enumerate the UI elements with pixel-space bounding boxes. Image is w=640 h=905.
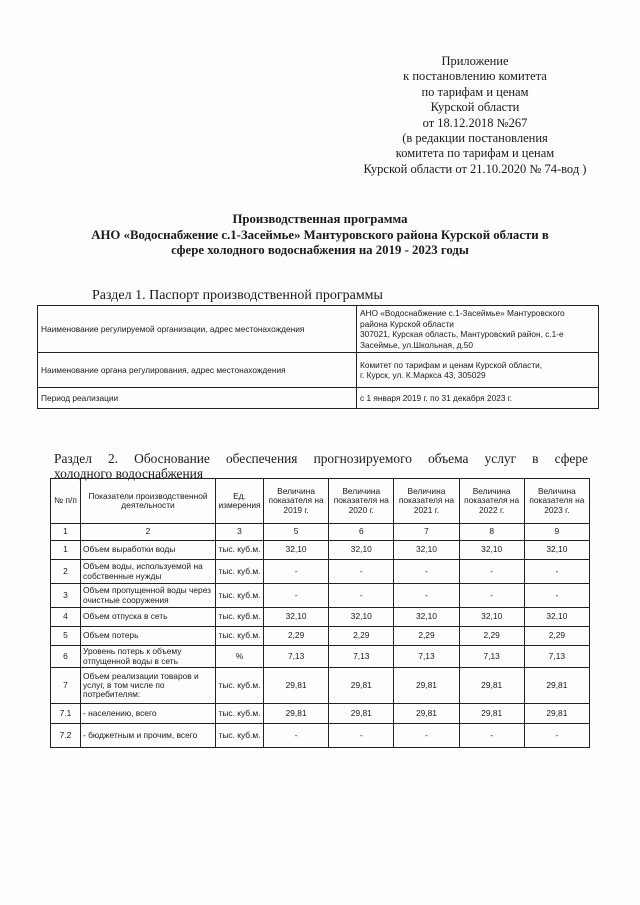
value-cell: - <box>264 584 329 608</box>
passport-value <box>357 353 599 388</box>
appendix-line: по тарифам и ценам <box>421 84 529 99</box>
value-cell: - <box>459 560 524 584</box>
row-number: 7 <box>51 668 81 704</box>
indicators-table <box>50 478 590 748</box>
row-number: 6 <box>51 646 81 668</box>
value-cell: - <box>329 584 394 608</box>
column-header: Величина показателя на 2020 г. <box>329 479 394 524</box>
value-cell: 29,81 <box>264 668 329 704</box>
value-cell: 2,29 <box>394 627 459 646</box>
appendix-block <box>340 54 610 177</box>
value-cell: 2,29 <box>524 627 589 646</box>
value-cell: 32,10 <box>394 608 459 627</box>
value-cell: 2,29 <box>329 627 394 646</box>
value-cell: 32,10 <box>329 608 394 627</box>
value-cell: 7,13 <box>264 646 329 668</box>
appendix-line: к постановлению комитета <box>403 69 547 84</box>
value-cell: 32,10 <box>394 541 459 560</box>
row-number: 3 <box>51 584 81 608</box>
value-cell: 29,81 <box>524 668 589 704</box>
appendix-line: от 18.12.2018 №267 <box>422 115 528 130</box>
appendix-line: комитета по тарифам и ценам <box>395 146 555 161</box>
table-row <box>38 306 599 353</box>
value-cell: 7,13 <box>524 646 589 668</box>
row-number: 7.2 <box>51 724 81 748</box>
table-row <box>51 541 590 560</box>
passport-table <box>37 305 599 409</box>
passport-value-line: АНО «Водоснабжение с.1-Засеймье» Мантуровского <box>360 308 565 318</box>
unit-cell: тыс. куб.м. <box>216 584 264 608</box>
value-cell: - <box>329 560 394 584</box>
column-header: Величина показателя на 2021 г. <box>394 479 459 524</box>
indicator-name: Объем пропущенной воды через очистные сооружения <box>81 584 216 608</box>
value-cell: 2,29 <box>459 627 524 646</box>
unit-cell: тыс. куб.м. <box>216 608 264 627</box>
passport-value-line: Засеймье, ул.Школьная, д.50 <box>360 339 473 350</box>
column-number: 1 <box>51 524 81 541</box>
column-number: 7 <box>394 524 459 541</box>
value-cell: 32,10 <box>264 541 329 560</box>
value-cell: - <box>524 560 589 584</box>
indicator-name: Объем выработки воды <box>81 541 216 560</box>
value-cell: 29,81 <box>329 668 394 704</box>
unit-cell: тыс. куб.м. <box>216 541 264 560</box>
value-cell: - <box>394 584 459 608</box>
value-cell: 29,81 <box>394 668 459 704</box>
section2-heading-cont: холодного водоснабжения <box>54 466 203 481</box>
passport-value <box>357 388 599 409</box>
table-row <box>38 353 599 388</box>
passport-label: Наименование органа регулирования, адрес местонахождения <box>38 353 357 388</box>
passport-value-line: Комитет по тарифам и ценам Курской области, <box>360 359 543 370</box>
value-cell: 32,10 <box>329 541 394 560</box>
section2-heading: Раздел 2. Обоснование обеспечения прогнозируемого объема услуг в сфере <box>54 451 588 466</box>
value-cell: - <box>394 560 459 584</box>
column-number: 2 <box>81 524 216 541</box>
column-header: Ед. измерения <box>216 479 264 524</box>
table-row <box>51 646 590 668</box>
value-cell: 29,81 <box>459 668 524 704</box>
value-cell: 7,13 <box>394 646 459 668</box>
column-number: 9 <box>524 524 589 541</box>
column-header: Величина показателя на 2022 г. <box>459 479 524 524</box>
table-row <box>51 608 590 627</box>
table-row <box>51 560 590 584</box>
value-cell: 29,81 <box>394 704 459 724</box>
value-cell: - <box>264 724 329 748</box>
unit-cell: тыс. куб.м. <box>216 668 264 704</box>
value-cell: - <box>524 584 589 608</box>
value-cell: - <box>459 584 524 608</box>
table-header-row <box>51 479 590 524</box>
column-number: 6 <box>329 524 394 541</box>
column-number: 3 <box>216 524 264 541</box>
value-cell: 2,29 <box>264 627 329 646</box>
column-number-row <box>51 524 590 541</box>
section1-heading: Раздел 1. Паспорт производственной программы <box>92 288 383 303</box>
title-line: Производственная программа <box>232 212 408 226</box>
appendix-line: Курской области <box>430 100 520 115</box>
table-row <box>38 388 599 409</box>
indicator-name: - бюджетным и прочим, всего <box>81 724 216 748</box>
indicator-name: Объем воды, используемой на собственные нужды <box>81 560 216 584</box>
value-cell: 29,81 <box>329 704 394 724</box>
unit-cell: тыс. куб.м. <box>216 704 264 724</box>
value-cell: - <box>329 724 394 748</box>
row-number: 5 <box>51 627 81 646</box>
passport-label: Наименование регулируемой организации, адрес местонахождения <box>38 306 357 353</box>
indicator-name: Уровень потерь к объему отпущенной воды в сеть <box>81 646 216 668</box>
passport-value-line: г. Курск, ул. К.Маркса 43, 305029 <box>360 370 486 380</box>
passport-value-line: района Курской области <box>360 318 454 329</box>
value-cell: 32,10 <box>264 608 329 627</box>
appendix-line: (в редакции постановления <box>402 131 548 146</box>
value-cell: - <box>394 724 459 748</box>
value-cell: 7,13 <box>459 646 524 668</box>
value-cell: - <box>524 724 589 748</box>
column-header: Величина показателя на 2019 г. <box>264 479 329 524</box>
value-cell: - <box>264 560 329 584</box>
value-cell: 32,10 <box>459 608 524 627</box>
indicator-name: Объем потерь <box>81 627 216 646</box>
value-cell: 29,81 <box>459 704 524 724</box>
passport-label: Период реализации <box>38 388 357 409</box>
title-line: сфере холодного водоснабжения на 2019 - 2023 годы <box>171 243 469 257</box>
column-number: 8 <box>459 524 524 541</box>
column-header: Величина показателя на 2023 г. <box>524 479 589 524</box>
unit-cell: % <box>216 646 264 668</box>
table-row <box>51 704 590 724</box>
unit-cell: тыс. куб.м. <box>216 724 264 748</box>
table-row <box>51 668 590 704</box>
document-title <box>40 212 600 259</box>
passport-value-line: с 1 января 2019 г. по 31 декабря 2023 г. <box>360 392 513 403</box>
indicator-name: Объем отпуска в сеть <box>81 608 216 627</box>
table-row <box>51 584 590 608</box>
title-line: АНО «Водоснабжение с.1-Засеймье» Мантуровского района Курской области в <box>91 227 549 242</box>
table-row <box>51 627 590 646</box>
appendix-line: Приложение <box>441 54 509 68</box>
row-number: 2 <box>51 560 81 584</box>
row-number: 1 <box>51 541 81 560</box>
value-cell: 29,81 <box>524 704 589 724</box>
value-cell: - <box>459 724 524 748</box>
indicator-name: Объем реализации товаров и услуг, в том числе по потребителям: <box>81 668 216 704</box>
column-header: Показатели производственной деятельности <box>81 479 216 524</box>
column-header: № п/п <box>51 479 81 524</box>
unit-cell: тыс. куб.м. <box>216 560 264 584</box>
table-row <box>51 724 590 748</box>
value-cell: 7,13 <box>329 646 394 668</box>
indicator-rows <box>51 541 590 748</box>
value-cell: 32,10 <box>459 541 524 560</box>
value-cell: 29,81 <box>264 704 329 724</box>
unit-cell: тыс. куб.м. <box>216 627 264 646</box>
indicator-name: - населению, всего <box>81 704 216 724</box>
column-number: 5 <box>264 524 329 541</box>
passport-value <box>357 306 599 353</box>
passport-value-line: 307021, Курская область, Мантуровский район, с.1-е <box>360 329 564 339</box>
appendix-line: Курской области от 21.10.2020 № 74-вод ) <box>363 161 587 176</box>
value-cell: 32,10 <box>524 541 589 560</box>
value-cell: 32,10 <box>524 608 589 627</box>
row-number: 4 <box>51 608 81 627</box>
row-number: 7.1 <box>51 704 81 724</box>
